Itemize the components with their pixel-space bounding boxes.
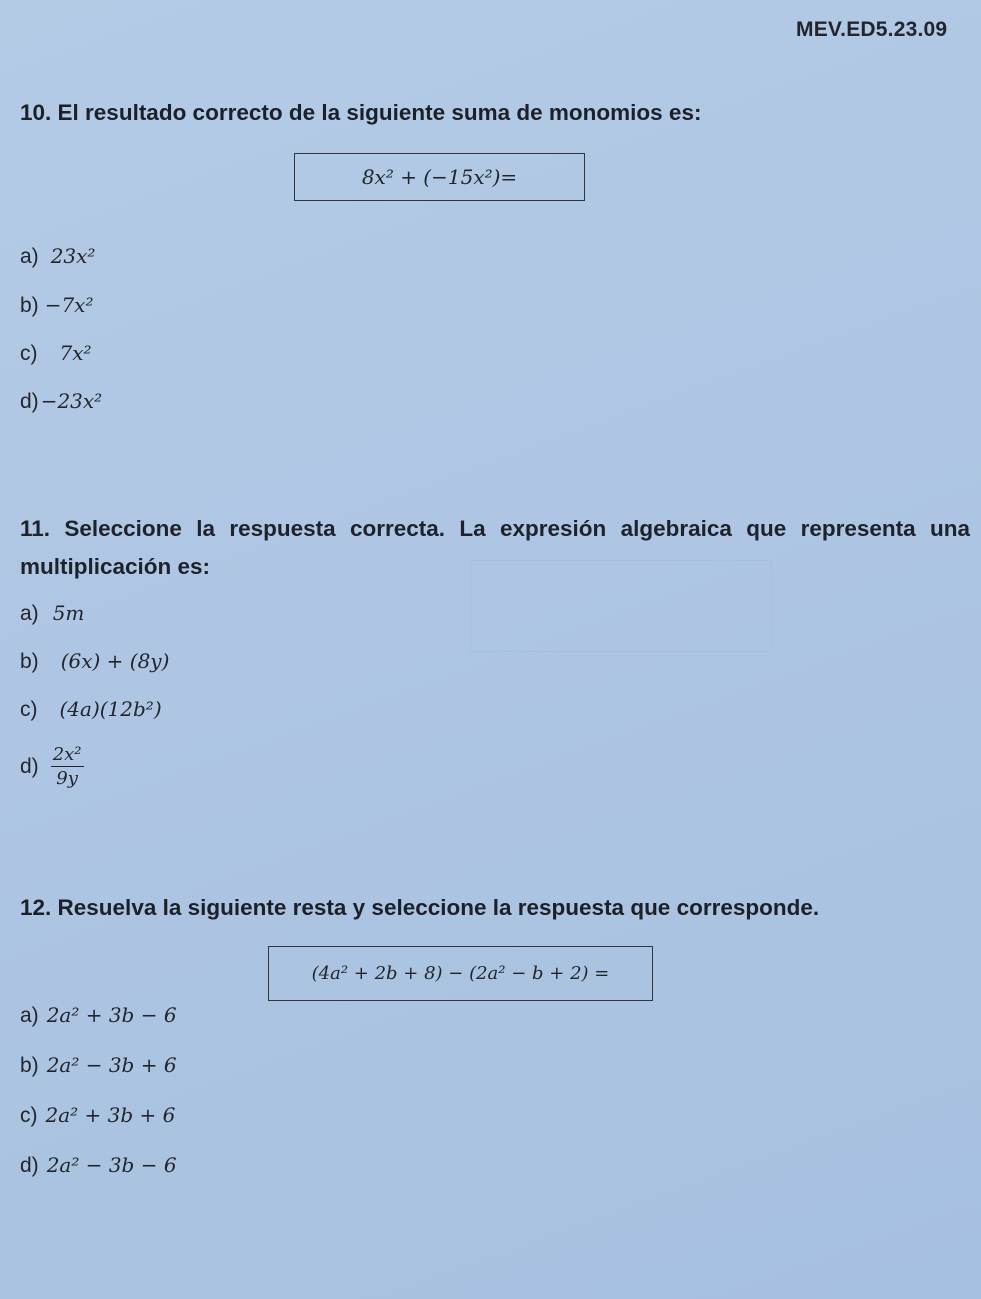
option-text: 2a² + 3b + 6	[45, 1103, 176, 1127]
option-text: 2a² + 3b − 6	[46, 1003, 177, 1027]
option-text: 2a² − 3b + 6	[46, 1053, 177, 1077]
expression-12: (4a² + 2b + 8) − (2a² − b + 2) =	[311, 963, 610, 984]
option-label: d)	[20, 755, 39, 778]
question-10: 10. El resultado correcto de la siguiente suma de monomios es:	[20, 100, 702, 125]
option-10-d[interactable]	[20, 389, 102, 414]
expression-10: 8x² + (−15x²)=	[361, 165, 518, 189]
option-label: d)	[20, 390, 39, 413]
expression-box-10	[294, 153, 585, 201]
option-text: (6x) + (8y)	[60, 649, 170, 673]
question-11: 11. Seleccione la respuesta correcta. La expresión algebraica que representa una multiplicación es:	[20, 516, 970, 579]
expression-box-12	[268, 946, 653, 1001]
option-11-c[interactable]	[20, 697, 162, 722]
option-label: a)	[20, 245, 39, 268]
option-11-a[interactable]	[20, 601, 84, 626]
option-12-c[interactable]	[20, 1103, 175, 1128]
option-12-d[interactable]	[20, 1153, 177, 1178]
option-text: 7x²	[59, 341, 92, 365]
fraction-numerator: 2x²	[52, 744, 82, 765]
option-10-b[interactable]	[20, 293, 93, 318]
option-label: b)	[20, 650, 39, 673]
option-text: (4a)(12b²)	[59, 697, 162, 721]
option-12-b[interactable]	[20, 1053, 177, 1078]
option-label: b)	[20, 294, 39, 317]
option-text: 23x²	[50, 244, 96, 268]
option-11-b[interactable]	[20, 649, 169, 674]
option-label: c)	[20, 698, 38, 721]
fraction	[51, 745, 84, 789]
option-label: a)	[20, 1004, 39, 1027]
document-code: MEV.ED5.23.09	[796, 18, 948, 41]
option-label: b)	[20, 1054, 39, 1077]
option-10-c[interactable]	[20, 341, 92, 366]
option-text: 2a² − 3b − 6	[46, 1153, 177, 1177]
option-text: −23x²	[40, 389, 103, 413]
option-label: d)	[20, 1154, 39, 1177]
question-12: 12. Resuelva la siguiente resta y seleccione la respuesta que corresponde.	[20, 895, 820, 920]
option-12-a[interactable]	[20, 1003, 177, 1028]
fraction-denominator: 9y	[56, 768, 78, 789]
option-11-d[interactable]	[20, 745, 84, 789]
option-text: 5m	[52, 601, 85, 625]
option-text: −7x²	[44, 293, 94, 317]
option-label: a)	[20, 602, 39, 625]
option-label: c)	[20, 342, 38, 365]
option-10-a[interactable]	[20, 244, 95, 269]
option-label: c)	[20, 1104, 38, 1127]
